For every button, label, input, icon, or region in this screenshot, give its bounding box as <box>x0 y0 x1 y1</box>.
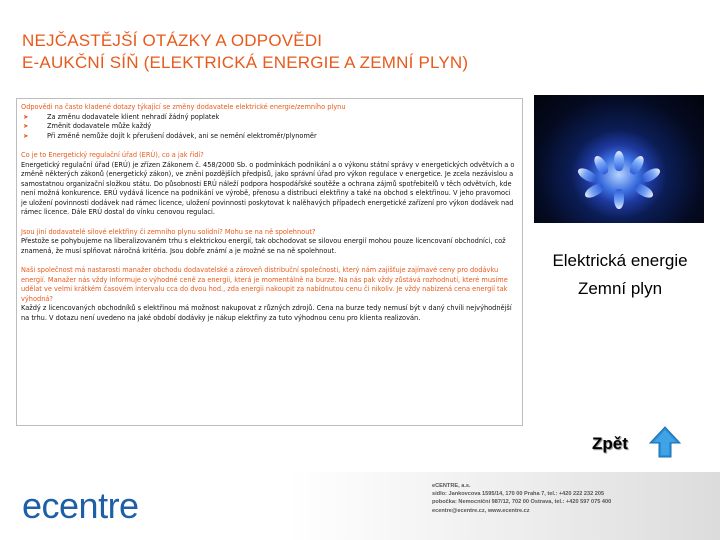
gas-flame-photo <box>534 95 704 223</box>
list-item: ➤ Změnit dodavatele může každý <box>23 122 152 130</box>
ecentre-logo: ecentre <box>22 485 139 526</box>
contact-branch: pobočka: Nemocniční 987/12, 702 00 Ostrava, tel.: +420 597 075 400 <box>432 499 612 506</box>
label-gas: Zemní plyn <box>577 279 663 298</box>
bullet-list <box>21 113 518 142</box>
question-1: Co je to Energetický regulační úřad (ERÚ), co a jak řídí? <box>21 151 204 159</box>
answer-3: Každý z licencovaných obchodníků s elektřinou má možnost nakupovat z různých zdrojů. Cena na burze tedy nemusí být v daný chvíli nejvýhodnější na trhu. V dotazu není uvedeno na jaké období dodávky je nákup elektřiny za tuto výhodnou cenu pro klienta realizován. <box>21 304 512 322</box>
title-line-2: E-AUKČNÍ SÍŇ (ELEKTRICKÁ ENERGIE A ZEMNÍ PLYN) <box>22 53 469 72</box>
question-2: Jsou jiní dodavatelé silové elektřiny či zemního plynu solidní? Mohu se na ně spolehnout? <box>21 227 316 236</box>
answer-2: Přestože se pohybujeme na liberalizovaném trhu s elektrickou energií, tak obchodovat se silovou energií mohou pouze licencovaní obchodníci, což znamená, že musí splňovat náročná kritéria. Jsou dobře známí a je možné se na ně spolehnout. <box>21 237 506 255</box>
contact-email-web: ecentre@ecentre.cz, www.ecentre.cz <box>432 507 530 514</box>
answer-1: Energetický regulační úřad (ERÚ) je zřízen Zákonem č. 458/2000 Sb. o podmínkách podnikání a o výkonu státní správy v energetických odvětvích a o změně některých zákonů (energetický zákon), ve znění pozdějších předpisů, jako správní úřad pro výkon regulace v energetice. Je zcela nezávislou a samostatnou organizační složkou státu. Do působnosti ERÚ náleží podpora hospodářské soutěže a ochrana zájmů spotřebitelů v těch odvětvích, kde není možná konkurence. ERÚ vydává licence na podnikání ve výrobě, přenosu a distribuci elektřiny a také na obchod s elektřinou. V jeho pravomoci je uložení povinnosti dodávek nad rámec licence, uložení povinnosti poskytovat k nalěhavých případech energetické zařízení pro výkon dodávek nad rámec licence. Dále ERÚ dostal do vínku cenovou regulaci. <box>21 160 515 216</box>
title-line-1: NEJČASTĚJŠÍ OTÁZKY A ODPOVĚDI <box>22 31 323 50</box>
chevron-right-icon: ➤ <box>23 112 29 121</box>
contact-info <box>432 482 717 515</box>
label-electricity: Elektrická energie <box>552 251 688 270</box>
back-link[interactable]: Zpět <box>592 434 628 453</box>
page-title <box>22 30 622 74</box>
question-3: Naši společnost má nastarosti manažer obchodu dodavatelské a zároveň distribuční společnosti, který nám zajišťuje zajímavé ceny pro dodávku energií. Manažer nás vždy informuje o výhodné ceně za energii, která je momentálně na burze. Na nás pak vždy zůstává rozhodnutí, které musíme udělat ve velmi krátkém časovém intervalu cca do dvou hod., zda energii nakoupit za nabídnutou cenu či nikoliv. Je vždy nabízená cena energií tak výhodná? <box>21 266 508 303</box>
chevron-right-icon: ➤ <box>23 131 29 140</box>
chevron-right-icon: ➤ <box>23 122 29 130</box>
contact-company: eCENTRE, a.s. <box>432 483 471 489</box>
contact-address: sídlo: Jankovcova 1595/14, 170 00 Praha 7, tel.: +420 222 232 205 <box>432 491 605 498</box>
faq-text-box <box>16 98 523 426</box>
intro-text: Odpovědi na často kladené dotazy týkající se změny dodavatele elektrické energie/zemního plynu <box>21 103 346 111</box>
list-item: ➤ Při změně nemůže dojít k přerušení dodávek, ani se nemění elektroměr/plynoměr <box>23 131 317 140</box>
arrow-up-icon[interactable] <box>648 425 682 459</box>
energy-labels <box>520 247 720 303</box>
list-item: ➤ Za změnu dodavatele klient nehradí žádný poplatek <box>23 112 220 121</box>
